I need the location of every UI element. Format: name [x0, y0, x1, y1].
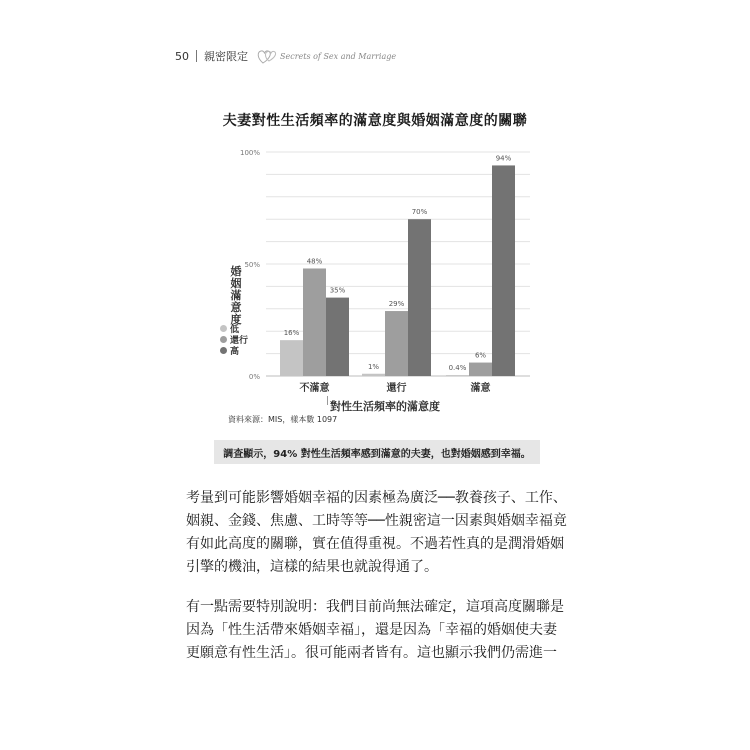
source-note: 資料來源：MIS，樣本數 1097 [228, 415, 338, 424]
bar [385, 311, 408, 376]
y-tick-label: 100% [239, 149, 260, 157]
body-line: 因為「性生活帶來婚姻幸福」，還是因為「幸福的婚姻使夫妻 [186, 622, 557, 638]
body-line: 引擎的機油，這樣的結果也就說得通了。 [186, 559, 438, 575]
y-axis-label: 婚姻滿意度 [230, 265, 242, 326]
bar [469, 363, 492, 376]
legend-item-high [220, 345, 248, 356]
data-label: 94% [495, 154, 512, 163]
x-axis-label-marker [327, 396, 328, 405]
chart-title: 夫妻對性生活頻率的滿意度與婚姻滿意度的關聯 [222, 113, 528, 129]
legend-swatch-medium [220, 336, 227, 343]
data-label: 16% [283, 329, 300, 338]
data-label: 70% [411, 208, 428, 217]
chart-legend [220, 323, 248, 356]
bar [280, 340, 303, 376]
x-tick-label: 滿意 [470, 383, 491, 394]
bar [362, 374, 385, 376]
legend-label-medium: 還行 [230, 336, 249, 346]
body-line: 有如此高度的關聯，實在值得重視。不過若性真的是潤滑婚姻 [186, 536, 564, 552]
legend-label-low: 低 [230, 325, 240, 335]
data-label: 1% [367, 362, 380, 371]
bar [326, 298, 349, 376]
body-paragraph-2 [186, 596, 576, 665]
x-tick-label: 還行 [386, 383, 407, 394]
book-subtitle: Secrets of Sex and Marriage [280, 51, 397, 61]
page-number: 50 [175, 49, 189, 63]
data-label: 29% [388, 300, 405, 309]
legend-swatch-low [220, 325, 227, 332]
x-tick-label: 不滿意 [299, 383, 330, 394]
data-label: 35% [329, 286, 346, 295]
callout-text: 調查顯示，94% 對性生活頻率感到滿意的夫妻，也對婚姻感到幸福。 [223, 448, 531, 460]
body-line: 更願意有性生活」。很可能兩者皆有。這也顯示我們仍需進一 [186, 645, 557, 661]
bar [492, 165, 515, 376]
bar [303, 268, 326, 376]
y-tick-label: 0% [248, 373, 260, 381]
bar [446, 375, 469, 376]
legend-label-high: 高 [230, 347, 240, 357]
x-axis-label: 對性生活頻率的滿意度 [330, 400, 440, 413]
data-label: 6% [474, 351, 487, 360]
data-label: 0.4% [448, 364, 467, 373]
body-line: 考量到可能影響婚姻幸福的因素極為廣泛──教養孩子、工作、 [186, 490, 567, 506]
legend-swatch-high [220, 347, 227, 354]
data-label: 48% [306, 257, 323, 266]
body-paragraph-1 [186, 487, 576, 579]
y-tick-label: 50% [244, 261, 260, 269]
body-line: 姻親、金錢、焦慮、工時等等──性親密這一因素與婚姻幸福竟 [186, 513, 567, 529]
callout-box [214, 440, 540, 464]
bar [408, 219, 431, 376]
body-line: 有一點需要特別說明：我們目前尚無法確定，這項高度關聯是 [186, 599, 564, 615]
book-title: 親密限定 [204, 50, 248, 63]
